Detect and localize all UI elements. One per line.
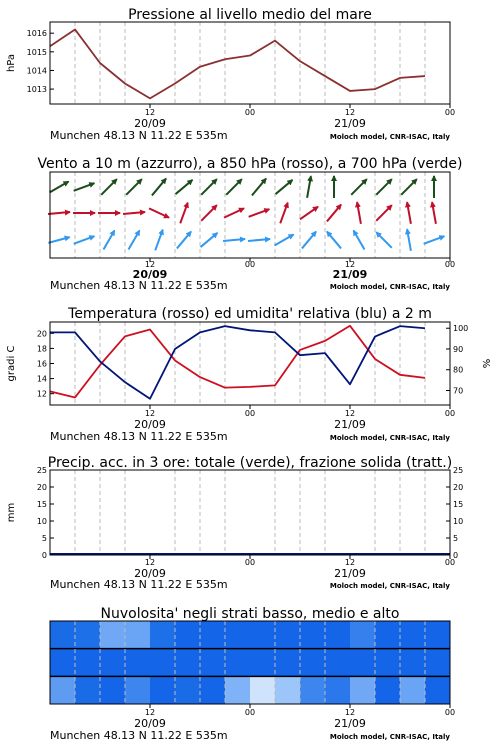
y-tick-label: 14	[36, 374, 47, 384]
y-tick-label: 20	[36, 329, 47, 339]
y-tick-label: 0	[453, 551, 459, 560]
cloud-cell-basso	[425, 676, 451, 704]
y-tick-label: 5	[41, 534, 47, 543]
x-tick-label: 12	[344, 260, 356, 269]
wind-arrow-850hpa	[357, 202, 361, 224]
x-tick-label: 00	[444, 708, 456, 717]
model-credit: Moloch model, CNR-ISAC, Italy	[329, 733, 450, 741]
wind-arrow-10m	[407, 229, 411, 251]
date-label: 21/09	[334, 717, 366, 730]
wind-arrow-700hpa	[101, 179, 117, 195]
y-axis-label: gradi C	[6, 345, 17, 382]
y-tick-label: 90	[453, 344, 464, 354]
cloud-cell-alto	[125, 621, 151, 649]
chart-title: Nuvolosita' negli strati basso, medio e alto	[100, 606, 400, 622]
wind-arrow-700hpa	[351, 179, 367, 195]
cloud-cell-basso	[50, 676, 76, 704]
x-tick-label: 12	[344, 708, 356, 717]
cloud-cell-medio	[50, 649, 76, 677]
station-info: Munchen 48.13 N 11.22 E 535m	[50, 279, 228, 292]
x-tick-label: 00	[244, 260, 256, 269]
x-tick-label: 12	[144, 260, 156, 269]
cloud-cell-alto	[50, 621, 76, 649]
x-tick-label: 12	[144, 558, 156, 567]
y-tick-label: 10	[36, 517, 47, 526]
wind-arrow-10m	[223, 239, 245, 241]
cloud-panel	[50, 606, 455, 742]
wind-arrow-700hpa	[376, 179, 392, 195]
y-axis-label: %	[482, 358, 493, 369]
cloud-cell-basso	[225, 676, 251, 704]
wind-arrow-700hpa	[126, 179, 142, 195]
cloud-cell-alto	[175, 621, 201, 649]
cloud-cell-basso	[300, 676, 326, 704]
x-tick-label: 00	[444, 260, 456, 269]
cloud-cell-medio	[275, 649, 301, 677]
cloud-cell-medio	[75, 649, 101, 677]
model-credit: Moloch model, CNR-ISAC, Italy	[329, 582, 450, 590]
plot-frame	[50, 470, 450, 555]
wind-arrow-700hpa	[74, 183, 95, 191]
wind-arrow-10m	[104, 230, 115, 249]
wind-arrow-850hpa	[201, 205, 217, 221]
wind-arrow-850hpa	[327, 205, 341, 222]
x-tick-label: 00	[244, 708, 256, 717]
cloud-cell-alto	[250, 621, 276, 649]
x-tick-label: 12	[344, 409, 356, 418]
cloud-cell-alto	[225, 621, 251, 649]
wind-arrow-850hpa	[123, 212, 145, 214]
wind-arrow-700hpa	[201, 179, 217, 195]
wind-arrow-10m	[376, 232, 392, 248]
cloud-cell-basso	[325, 676, 351, 704]
date-label: 20/09	[134, 418, 166, 431]
cloud-cell-alto	[100, 621, 126, 649]
wind-arrow-10m	[74, 236, 95, 244]
temperature-line	[50, 326, 425, 398]
y-axis-label: mm	[6, 502, 17, 523]
cloud-cell-medio	[425, 649, 451, 677]
cloud-cell-medio	[375, 649, 401, 677]
model-credit: Moloch model, CNR-ISAC, Italy	[329, 133, 450, 141]
x-tick-label: 12	[144, 708, 156, 717]
cloud-cell-alto	[325, 621, 351, 649]
wind-arrow-850hpa	[407, 202, 411, 224]
x-tick-label: 12	[144, 409, 156, 418]
station-info: Munchen 48.13 N 11.22 E 535m	[50, 430, 228, 443]
wind-arrow-10m	[177, 232, 191, 249]
pressure-panel	[6, 7, 455, 142]
date-label: 21/09	[334, 567, 366, 580]
y-tick-label: 0	[41, 551, 47, 560]
plot-frame	[50, 322, 450, 405]
cloud-cell-alto	[350, 621, 376, 649]
cloud-cell-alto	[400, 621, 426, 649]
wind-arrow-850hpa	[249, 209, 270, 217]
cloud-cell-medio	[150, 649, 176, 677]
cloud-cell-basso	[400, 676, 426, 704]
wind-arrow-700hpa	[226, 179, 242, 195]
date-label: 20/09	[134, 117, 166, 130]
wind-panel	[37, 156, 462, 292]
cloud-cell-basso	[125, 676, 151, 704]
cloud-cell-alto	[150, 621, 176, 649]
x-tick-label: 00	[244, 108, 256, 117]
cloud-cell-medio	[300, 649, 326, 677]
date-label: 21/09	[334, 117, 366, 130]
pressure-line	[50, 29, 425, 98]
wind-arrow-850hpa	[280, 203, 288, 224]
x-tick-label: 00	[444, 409, 456, 418]
y-tick-label: 1013	[26, 85, 47, 95]
y-tick-label: 18	[36, 344, 47, 354]
wind-arrow-10m	[48, 237, 69, 243]
y-tick-label: 10	[453, 517, 464, 526]
cloud-cell-medio	[125, 649, 151, 677]
date-label: 20/09	[134, 567, 166, 580]
station-info: Munchen 48.13 N 11.22 E 535m	[50, 578, 228, 591]
wind-arrow-850hpa	[149, 208, 169, 217]
cloud-cell-basso	[250, 676, 276, 704]
model-credit: Moloch model, CNR-ISAC, Italy	[329, 434, 450, 442]
chart-title: Vento a 10 m (azzurro), a 850 hPa (rosso), a 700 hPa (verde)	[37, 156, 463, 172]
wind-arrow-700hpa	[176, 180, 193, 194]
cloud-cell-alto	[425, 621, 451, 649]
cloud-cell-medio	[325, 649, 351, 677]
y-tick-label: 80	[453, 365, 464, 375]
cloud-cell-medio	[350, 649, 376, 677]
wind-arrow-10m	[424, 236, 445, 244]
y-tick-label: 20	[36, 483, 47, 492]
cloud-cell-medio	[100, 649, 126, 677]
cloud-cell-basso	[175, 676, 201, 704]
wind-arrow-10m	[201, 233, 218, 247]
y-tick-label: 16	[36, 359, 47, 369]
wind-arrow-10m	[327, 232, 341, 249]
cloud-cell-medio	[250, 649, 276, 677]
y-tick-label: 5	[453, 534, 459, 543]
wind-arrow-850hpa	[376, 205, 392, 221]
x-tick-label: 00	[444, 558, 456, 567]
wind-arrow-850hpa	[48, 212, 70, 214]
wind-arrow-850hpa	[224, 208, 244, 217]
station-info: Munchen 48.13 N 11.22 E 535m	[50, 729, 228, 742]
wind-arrow-700hpa	[152, 179, 166, 196]
wind-arrow-700hpa	[307, 176, 311, 198]
x-tick-label: 12	[144, 108, 156, 117]
y-tick-label: 1014	[26, 66, 47, 76]
cloud-cell-basso	[100, 676, 126, 704]
wind-arrow-10m	[129, 230, 140, 249]
cloud-cell-alto	[75, 621, 101, 649]
cloud-cell-alto	[200, 621, 226, 649]
y-tick-label: 1016	[26, 29, 47, 39]
chart-title: Precip. acc. in 3 ore: totale (verde), frazione solida (tratt.)	[47, 455, 453, 471]
wind-arrow-10m	[302, 232, 316, 249]
cloud-cell-basso	[200, 676, 226, 704]
wind-arrow-700hpa	[401, 179, 417, 195]
wind-arrow-700hpa	[49, 182, 68, 193]
wind-arrow-10m	[274, 235, 293, 246]
cloud-cell-alto	[375, 621, 401, 649]
x-tick-label: 00	[444, 108, 456, 117]
wind-arrow-850hpa	[432, 202, 436, 224]
y-tick-label: 1015	[26, 47, 47, 57]
date-label: 20/09	[134, 717, 166, 730]
y-tick-label: 25	[453, 466, 464, 475]
wind-arrow-850hpa	[180, 203, 188, 224]
wind-arrow-10m	[354, 230, 365, 249]
cloud-cell-alto	[275, 621, 301, 649]
cloud-cell-basso	[350, 676, 376, 704]
wind-arrow-10m	[248, 239, 270, 241]
y-tick-label: 20	[453, 483, 464, 492]
wind-arrow-700hpa	[252, 179, 266, 196]
cloud-cell-medio	[175, 649, 201, 677]
y-tick-label: 25	[36, 466, 47, 475]
date-label: 21/09	[334, 418, 366, 431]
cloud-cell-alto	[300, 621, 326, 649]
x-tick-label: 00	[244, 558, 256, 567]
cloud-cell-medio	[400, 649, 426, 677]
cloud-cell-medio	[200, 649, 226, 677]
station-info: Munchen 48.13 N 11.22 E 535m	[50, 129, 228, 142]
model-credit: Moloch model, CNR-ISAC, Italy	[329, 283, 450, 291]
x-tick-label: 12	[344, 558, 356, 567]
wind-arrow-700hpa	[276, 180, 293, 194]
cloud-cell-medio	[225, 649, 251, 677]
cloud-cell-basso	[75, 676, 101, 704]
date-label: 21/09	[332, 268, 368, 281]
y-tick-label: 70	[453, 386, 464, 396]
wind-arrow-850hpa	[300, 207, 318, 220]
cloud-cell-basso	[150, 676, 176, 704]
plot-frame	[50, 22, 450, 104]
x-tick-label: 12	[344, 108, 356, 117]
chart-title: Pressione al livello medio del mare	[128, 7, 372, 23]
date-label: 20/09	[132, 268, 168, 281]
y-tick-label: 12	[36, 389, 47, 399]
y-tick-label: 100	[453, 324, 469, 334]
precipitation-panel	[6, 455, 463, 591]
y-tick-label: 15	[36, 500, 47, 509]
chart-title: Temperatura (rosso) ed umidita' relativa (blu) a 2 m	[68, 306, 432, 322]
y-axis-label: hPa	[6, 53, 17, 73]
cloud-cell-basso	[275, 676, 301, 704]
temperature-panel	[6, 306, 493, 443]
x-tick-label: 00	[244, 409, 256, 418]
cloud-cell-basso	[375, 676, 401, 704]
y-tick-label: 15	[453, 500, 464, 509]
wind-arrow-10m	[155, 230, 163, 251]
